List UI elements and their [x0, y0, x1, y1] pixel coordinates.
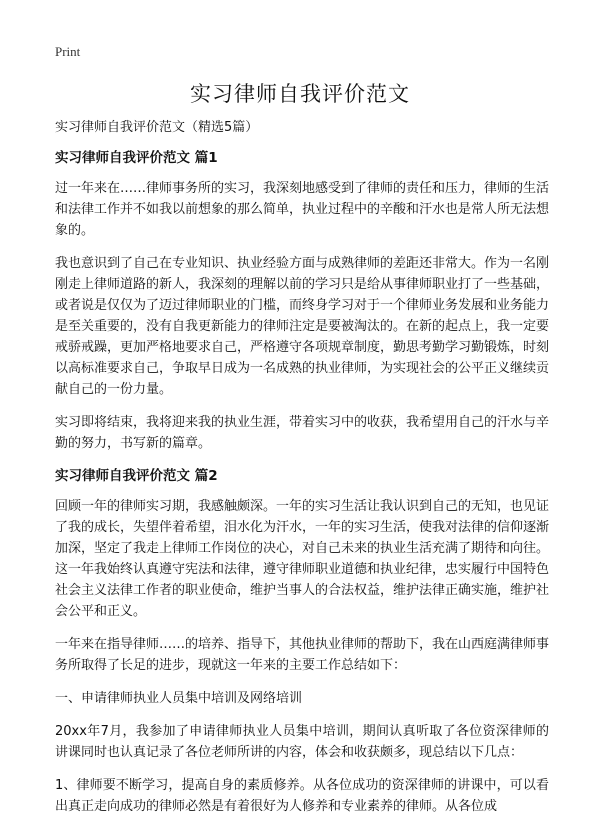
paragraph: 1、律师要不断学习，提高自身的素质修养。从各位成功的资深律师的讲课中，可以看出真正走向成功的律师必然是有着很好为人修养和专业素养的律师。从各位成	[55, 778, 549, 814]
paragraph: 20xx年7月，我参加了申请律师执业人员集中培训，期间认真听取了各位资深律师的讲课同时也认真记录了各位老师所讲的内容，体会和收获颇多，现总结以下几点：	[55, 724, 549, 760]
paragraph: 一年来在指导律师……的培养、指导下，其他执业律师的帮助下，我在山西庭满律师事务所取得了长足的进步，现就这一年来的主要工作总结如下：	[55, 637, 550, 673]
document-title: 实习律师自我评价范文	[190, 82, 410, 106]
paragraph: 过一年来在……律师事务所的实习，我深刻地感受到了律师的责任和压力，律师的生活和法律工作并不如我以前想象的那么简单，执业过程中的辛酸和汗水也是常人所无法想象的。	[55, 181, 550, 238]
section-heading: 实习律师自我评价范文 篇2	[55, 468, 218, 484]
paragraph: 回顾一年的律师实习期，我感触颇深。一年的实习生活让我认识到自己的无知，也见证了我的成长，失望伴着希望，泪水化为汗水，一年的实习生活，使我对法律的信仰逐渐加深，坚定了我走上律师工作岗位的决心，对自己未来的执业生活充满了期待和向往。这一年我始终认真遵守宪法和法律，遵守律师职业道德和执业纪律，忠实履行中国特色社会主义法律工作者的职业使命，维护当事人的合法权益，维护法律正确实施，维护社会公平和正义。	[55, 499, 550, 619]
paragraph: 一、申请律师执业人员集中培训及网络培训	[55, 691, 303, 706]
section-heading: 实习律师自我评价范文 篇1	[55, 150, 218, 166]
print-link[interactable]: Print	[55, 44, 81, 59]
document-subtitle: 实习律师自我评价范文（精选5篇）	[55, 120, 259, 135]
document-body	[55, 117, 549, 829]
paragraph: 实习即将结束，我将迎来我的执业生涯，带着实习中的收获，我希望用自己的汗水与辛勤的努力，书写新的篇章。	[55, 415, 550, 451]
paragraph: 我也意识到了自己在专业知识、执业经验方面与成熟律师的差距还非常大。作为一名刚刚走上律师道路的新人，我深刻的理解以前的学习只是给从事律师职业打了一些基础，或者说是仅仅为了迈过律师职业的门槛，而终身学习对于一个律师业务发展和业务能力是至关重要的，没有自我更新能力的律师注定是要被淘汰的。在新的起点上，我一定要戒骄戒躁，更加严格地要求自己，严格遵守各项规章制度，勤思考勤学习勤锻炼，时刻以高标准要求自己，争取早日成为一名成熟的执业律师，为实现社会的公平正义继续贡献自己的一份力量。	[55, 256, 550, 397]
